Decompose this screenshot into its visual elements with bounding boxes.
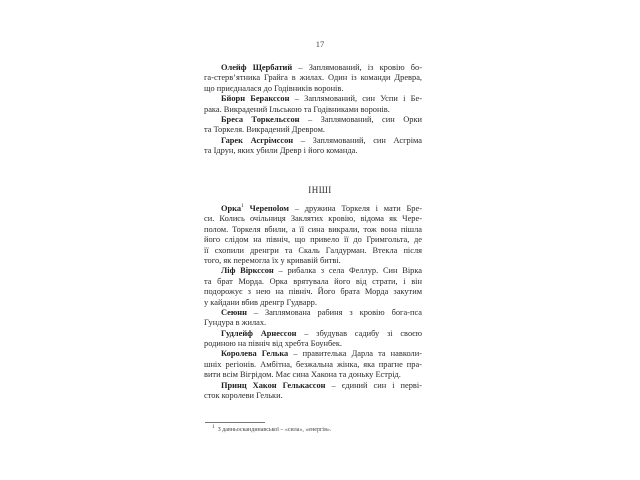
- character-name: Сеюнн: [221, 307, 247, 317]
- character-entry: [204, 115, 422, 136]
- text-line: [204, 105, 422, 115]
- line-text: та брат Морда. Орка врятувала його від страти, і він: [204, 276, 422, 286]
- page-number: 17: [315, 39, 325, 49]
- line-text: си. Колись очільниця Заклятих кровію, відома як Чере-: [204, 214, 422, 224]
- line-text: що приєдналася до Годівників воронів.: [204, 83, 344, 93]
- text-line: [204, 136, 422, 146]
- line-text: рака. Викрадений Ільською та Годівниками воронів.: [204, 104, 390, 114]
- text-line: [204, 360, 422, 370]
- character-name: Бйорн Бераксcон: [221, 94, 290, 104]
- footnote-ref: 1: [241, 203, 244, 210]
- line-text: – Заплямований, син Успи і Бе-: [289, 94, 422, 104]
- text-line: [204, 329, 422, 339]
- line-text: полом. Торкеля вбили, а її сина викрали, тож вона пішла: [204, 224, 422, 234]
- line-text: її схопили дренгри та Скаль Галдурман. Втекла після: [204, 245, 422, 255]
- text-line: [204, 298, 422, 308]
- text-line: [204, 349, 422, 359]
- character-entry: [204, 329, 422, 350]
- text-line: [204, 246, 422, 256]
- character-name: Орка: [221, 204, 242, 213]
- text-line: [204, 204, 422, 214]
- line-text: родиною на північ від хребта Боунбек.: [204, 339, 343, 349]
- character-name: Ліф Вірксcон: [221, 266, 274, 276]
- footnote-text: З давньоскандинавської – «сила», «енергія».: [217, 427, 332, 433]
- text-line: [204, 339, 422, 349]
- line-text: шніх регіонів. Амбітна, безжальна жінка, яка прагне пра-: [204, 359, 422, 369]
- text-line: [204, 318, 422, 328]
- line-text: – єдиний син і перві-: [325, 380, 423, 390]
- line-text: – дружина Торкеля і мати Бре-: [288, 204, 422, 213]
- line-text: вити всім Вігрідом. Має сина Хакона та доньку Естрід.: [204, 370, 401, 380]
- text-line: [204, 214, 422, 224]
- text-line: [204, 115, 422, 125]
- text-line: [204, 266, 422, 276]
- character-entry: [204, 349, 422, 380]
- text-line: [204, 73, 422, 83]
- line-text: та Ідрун, яких убили Древр і його команда.: [204, 146, 358, 156]
- text-line: [204, 125, 422, 135]
- line-text: подорожує з нею на північ. Його брата Морда закутим: [204, 287, 422, 297]
- footnote: [212, 426, 331, 434]
- line-text: – збудував садибу зі своєю: [296, 328, 422, 338]
- text-line: [204, 94, 422, 104]
- character-entry: [204, 94, 422, 115]
- text-line: [204, 146, 422, 156]
- character-entry: [204, 63, 422, 94]
- line-text: – Заплямований, син Орки: [299, 114, 422, 124]
- section-heading: ІНШІ: [308, 185, 332, 195]
- character-name: Гудлейф Арнессон: [221, 328, 297, 338]
- line-text: його слідом на північ, що привело її до Гримгольта, де: [204, 235, 422, 245]
- text-line: [204, 235, 422, 245]
- character-name: Олейф Щербатий: [221, 63, 293, 72]
- line-text: Гундура в жилах.: [204, 318, 267, 328]
- line-text: та Торкеля. Викрадений Древром.: [204, 125, 325, 135]
- line-text: – рибалка з села Феллур. Син Вірка: [273, 266, 423, 276]
- character-entry: [204, 136, 422, 157]
- line-text: – Заплямований, із кровію бо-: [292, 63, 422, 72]
- character-entry: [204, 308, 422, 329]
- others-section: [204, 204, 422, 401]
- character-name: Королева Гелька: [221, 349, 289, 359]
- text-line: [204, 308, 422, 318]
- footnote-rule: [205, 422, 265, 423]
- line-text: сток королеви Гельки.: [204, 391, 283, 401]
- text-line: [204, 84, 422, 94]
- character-name: Гарек Асгрімссон: [221, 135, 294, 145]
- text-line: [204, 391, 422, 401]
- line-text: – Заплямована рабиня з кровію бога-пса: [246, 307, 422, 317]
- footnote-mark: 1: [212, 424, 215, 430]
- line-text: у кайдани вбив дренгр Гудварр.: [204, 297, 317, 307]
- character-entry: [204, 204, 422, 266]
- character-name: Принц Хакон Гелькассон: [221, 380, 326, 390]
- text-line: [204, 256, 422, 266]
- character-entry: [204, 266, 422, 308]
- text-line: [204, 63, 422, 73]
- character-name: Бреса Торкельссон: [221, 114, 300, 124]
- line-text: того, як перемогла їх у кривавій битві.: [204, 255, 341, 265]
- characters-section: [204, 63, 422, 157]
- text-line: [204, 225, 422, 235]
- character-entry: [204, 381, 422, 402]
- character-name-rest: Черепolом: [243, 204, 289, 213]
- line-text: – правителька Дарла та навколи-: [288, 349, 422, 359]
- text-line: [204, 370, 422, 380]
- text-line: [204, 277, 422, 287]
- text-line: [204, 381, 422, 391]
- text-line: [204, 287, 422, 297]
- line-text: – Заплямований, син Асгріма: [293, 135, 422, 145]
- line-text: га-стерв’ятника Грайга в жилах. Один із команди Древра,: [204, 73, 422, 83]
